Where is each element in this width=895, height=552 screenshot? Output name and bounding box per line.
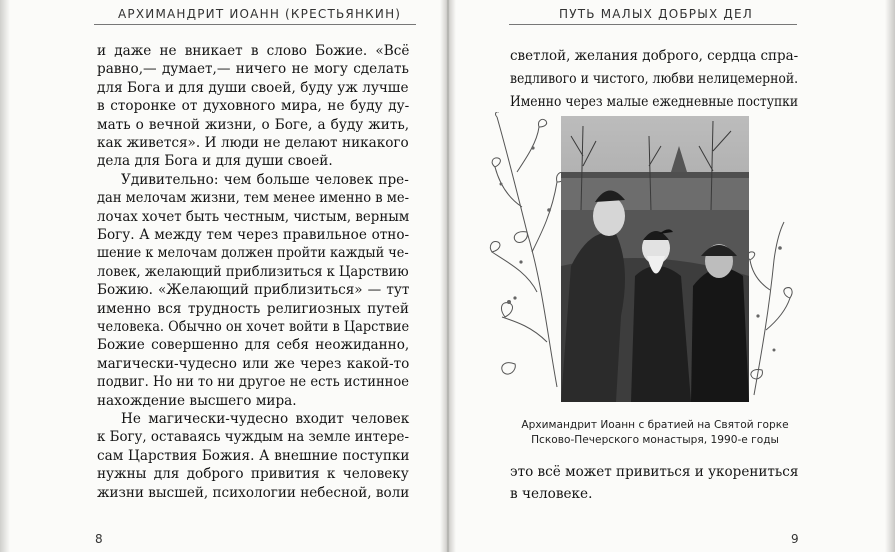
photo-caption-line-1: Архимандрит Иоанн с братией на Святой горке [521,419,789,431]
text-line: Именно через малые ежедневные поступки [510,94,799,110]
book-gutter [440,0,456,552]
photo-image [561,116,749,402]
text-line: подвиг. Но ни то ни другое не есть истинное [97,374,410,391]
page-edge-shadow [0,0,10,552]
text-line: именно вся трудность религиозных путей [97,300,409,317]
text-line: в человеке. [510,486,593,502]
archival-photograph [561,116,749,402]
page-number-left: 8 [95,532,103,546]
text-line: как живется». И люди не делают никакого [97,135,409,151]
text-line: и даже не вникает в слово Божие. «Всё [97,43,410,59]
text-line: магически-чудесно или же через какой-то [97,355,410,372]
text-line: Божию. «Желающий приблизиться» — тут [97,282,410,299]
text-line: дела для Бога и для души своей. [97,153,333,170]
text-line: к Богу, оставаясь чуждым на земле интере- [97,429,409,446]
photo-caption-line-2: Псково-Печерского монастыря, 1990-е годы [531,434,779,446]
running-head-right: ПУТЬ МАЛЫХ ДОБРЫХ ДЕЛ [559,7,754,21]
text-line: для Бога и для души своей, буду уж лучше [97,79,409,96]
text-line: равно,— думает,— ничего не могу сделать [97,61,409,78]
text-line: шение к мелочам должен пройти каждый че- [97,245,409,262]
text-line: нахождение высшего мира. [97,392,297,409]
text-line: жизни высшей, психологии небесной, воли [97,484,410,501]
botanical-ornament-left [487,112,567,392]
text-line: это всё может привиться и укорениться [510,464,799,480]
text-line: мать о вечной жизни, о Боге, а буду жить, [97,116,410,133]
text-line: лочах хочет быть честным, чистым, верным [97,208,410,225]
header-rule-left [94,24,416,25]
text-line: Удивительно: чем больше человек пре- [121,171,409,188]
text-line: ведливого и чистого, любви нелицемерной. [510,71,799,87]
text-line: Богу. А между тем через правильное отно- [97,227,410,243]
page-edge-shadow [885,0,895,552]
text-line: человека. Обычно он хочет войти в Царствие [97,319,410,335]
page-number-right: 9 [791,532,799,546]
text-line: дан мелочам жизни, тем менее именно в ме- [97,190,410,207]
header-rule-right [509,24,797,25]
text-line: Божие совершенно для себя неожиданно, [97,337,410,354]
text-line: нужны для доброго привития к человеку [97,466,409,483]
text-line: Не магически-чудесно входит человек [121,411,410,427]
running-head-left: АРХИМАНДРИТ ИОАНН (КРЕСТЬЯНКИН) [118,7,402,21]
text-line: светлой, желания доброго, сердца спра- [510,48,799,64]
text-line: ловек, желающий приблизиться к Царствию [97,263,409,280]
botanical-ornament-right [744,220,794,400]
text-line: в сторонке от духовного мира, не буду ду- [97,98,410,115]
text-line: сам Царствия Божия. А внешние поступки [97,447,410,464]
